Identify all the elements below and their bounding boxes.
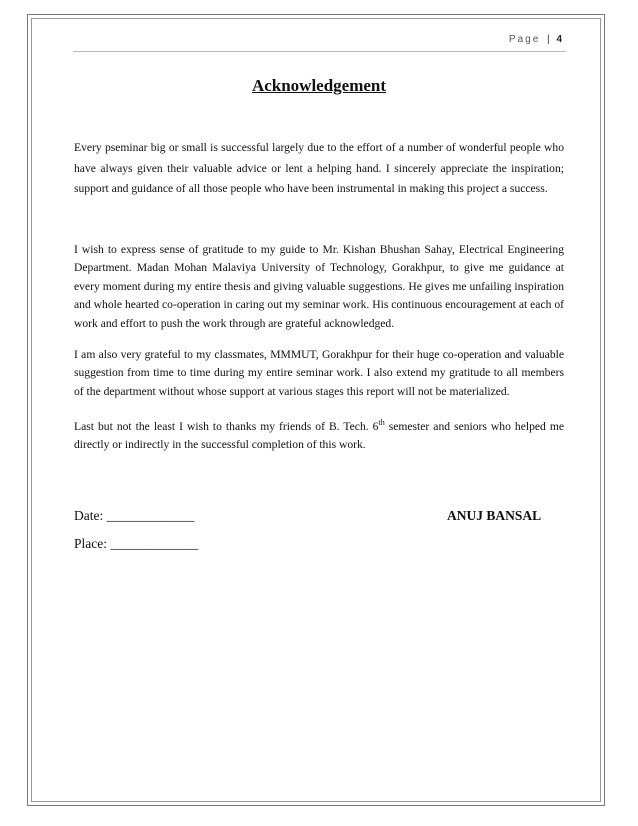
paragraph-friends-text-before: Last but not the least I wish to thanks my friends of B. Tech. 6 (74, 419, 379, 433)
paragraph-friends (74, 414, 564, 455)
author-name: ANUJ BANSAL (447, 508, 542, 523)
header-rule (73, 51, 566, 52)
paragraph-guide: I wish to express sense of gratitude to my guide to Mr. Kishan Bhushan Sahay, Electrical Engineering Department. Madan Mohan Malaviya University of Technology, Gorakhpur, to give me guidance at every moment during my entire thesis and giving valuable suggestions. He gives me unfailing inspiration and whole hearted co-operation in caring out my seminar work. His continuous encouragement at each of work and effort to push the work through are grateful acknowledged. (74, 243, 564, 330)
date-line: Date: _____________ (74, 508, 195, 523)
paragraph-classmates: I am also very grateful to my classmates, MMMUT, Gorakhpur for their huge co-operation and valuable suggestion from time to time during my entire seminar work. I also extend my gratitude to all members of the department without whose support at various stages this report will not be materialized. (74, 348, 564, 398)
page-title: Acknowledgement (251, 76, 387, 95)
page-border (27, 14, 605, 806)
paragraph-friends-text-after: semester and seniors who helped me directly or indirectly in the successful completion of this work. (74, 419, 564, 452)
ordinal-superscript: th (378, 418, 385, 427)
place-line: Place: _____________ (74, 536, 199, 551)
page-number-header (509, 34, 562, 45)
paragraph-intro: Every pseminar big or small is successful largely due to the effort of a number of wonderful people who have always given their valuable advice or lent a helping hand. I sincerely appreciate the inspiration; support and guidance of all those people who have been instrumental in making this project a success. (74, 141, 564, 195)
page-separator: | (547, 34, 550, 45)
page-number: 4 (556, 34, 562, 45)
page-label: Page (508, 34, 541, 45)
